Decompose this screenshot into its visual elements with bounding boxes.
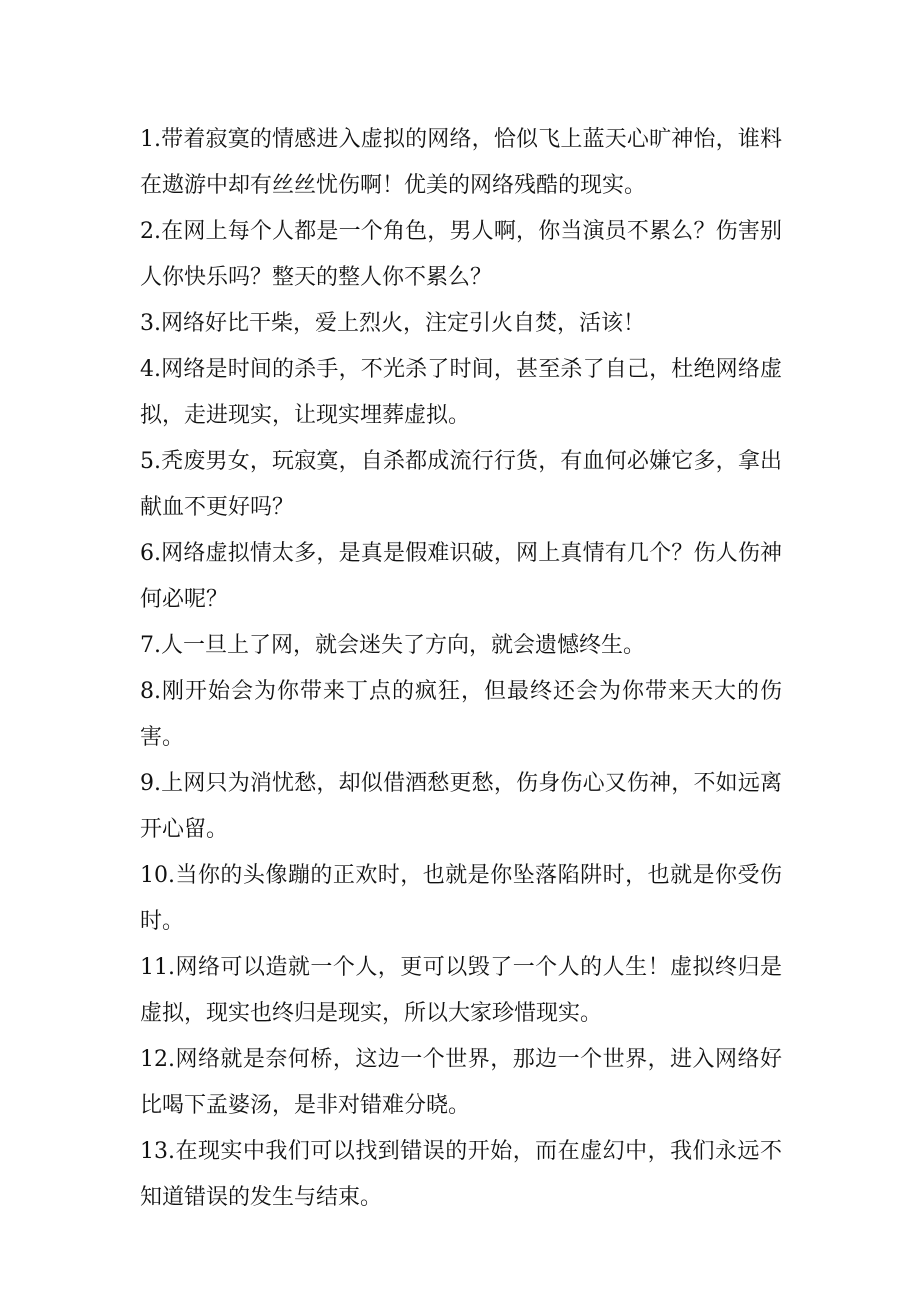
list-item-2: 2.在网上每个人都是一个角色，男人啊，你当演员不累么？伤害别人你快乐吗？整天的整人你不累么？ <box>140 219 782 290</box>
list-item-8: 8.刚开始会为你带来丁点的疯狂，但最终还会为你带来天大的伤害。 <box>140 679 782 750</box>
list-item-1: 1.带着寂寞的情感进入虚拟的网络，恰似飞上蓝天心旷神怡，谁料在遨游中却有丝丝忧伤啊！优美的网络残酷的现实。 <box>140 127 782 198</box>
list-item-9: 9.上网只为消忧愁，却似借酒愁更愁，伤身伤心又伤神，不如远离开心留。 <box>140 771 782 842</box>
list-item-6: 6.网络虚拟情太多，是真是假难识破，网上真情有几个？伤人伤神何必呢？ <box>140 541 782 612</box>
list-item-13: 13.在现实中我们可以找到错误的开始，而在虚幻中，我们永远不知道错误的发生与结束。 <box>140 1139 782 1210</box>
list-item-7: 7.人一旦上了网，就会迷失了方向，就会遗憾终生。 <box>140 633 645 658</box>
list-item-12: 12.网络就是奈何桥，这边一个世界，那边一个世界，进入网络好比喝下孟婆汤，是非对错难分晓。 <box>140 1047 782 1118</box>
document-body <box>140 117 782 1221</box>
list-item-11: 11.网络可以造就一个人，更可以毁了一个人的人生！虚拟终归是虚拟，现实也终归是现实，所以大家珍惜现实。 <box>140 955 782 1026</box>
list-item-5: 5.秃废男女，玩寂寞，自杀都成流行行货，有血何必嫌它多，拿出献血不更好吗？ <box>140 449 782 520</box>
list-item-4: 4.网络是时间的杀手，不光杀了时间，甚至杀了自己，杜绝网络虚拟，走进现实，让现实埋葬虚拟。 <box>140 357 782 428</box>
list-item-10: 10.当你的头像蹦的正欢时，也就是你坠落陷阱时，也就是你受伤时。 <box>140 863 782 934</box>
list-item-3: 3.网络好比干柴，爱上烈火，注定引火自焚，活该！ <box>140 311 645 336</box>
